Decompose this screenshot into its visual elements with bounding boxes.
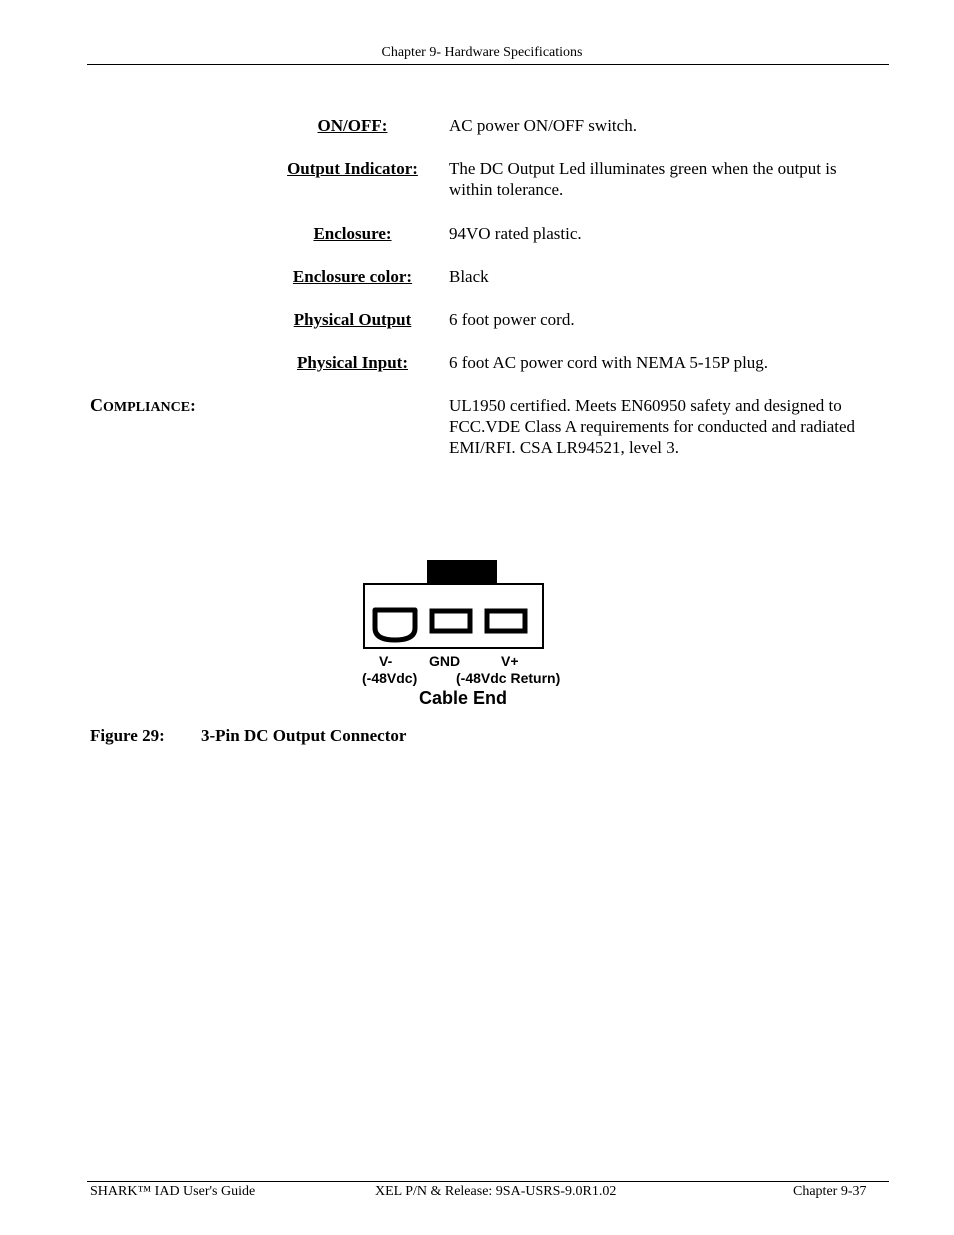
diagram-title: Cable End bbox=[419, 688, 508, 708]
spec-value: 94VO rated plastic. bbox=[449, 224, 582, 243]
footer-left: SHARK™ IAD User's Guide bbox=[90, 1184, 256, 1199]
pin-gnd-label: GND bbox=[429, 653, 461, 669]
spec-label: ON/OFF: bbox=[317, 116, 388, 135]
spec-value: AC power ON/OFF switch. bbox=[449, 116, 637, 135]
compliance-heading-rest: OMPLIANCE bbox=[103, 400, 191, 415]
spec-value: 6 foot power cord. bbox=[449, 310, 575, 329]
spec-label: Output Indicator: bbox=[287, 159, 418, 178]
compliance-heading-initial: C bbox=[90, 395, 103, 415]
pin-vplus-desc: (-48Vdc Return) bbox=[456, 670, 561, 686]
compliance-value: UL1950 certified. Meets EN60950 safety and designed to FCC.VDE Class A requirements for conducted and radiated EMI/RFI. CSA LR94521, level 3. bbox=[449, 396, 856, 457]
pin-vplus-label: V+ bbox=[501, 653, 519, 669]
footer-rule bbox=[87, 1181, 889, 1182]
compliance-heading-colon: : bbox=[190, 396, 196, 415]
header-rule bbox=[87, 64, 889, 65]
pin-vminus-shape bbox=[375, 610, 415, 640]
connector-drawing bbox=[355, 558, 585, 658]
footer-right: Chapter 9-37 bbox=[793, 1184, 867, 1199]
spec-value: 6 foot AC power cord with NEMA 5-15P plug. bbox=[449, 353, 769, 372]
connector-latch bbox=[427, 560, 497, 584]
pin-gnd-shape bbox=[432, 611, 470, 631]
pin-vminus-label: V- bbox=[379, 653, 393, 669]
spec-label: Physical Input: bbox=[297, 353, 408, 372]
compliance-heading bbox=[90, 395, 196, 418]
footer-center: XEL P/N & Release: 9SA-USRS-9.0R1.02 bbox=[375, 1184, 617, 1199]
figure-caption bbox=[90, 726, 406, 746]
pin-vplus-shape bbox=[487, 611, 525, 631]
spec-value: The DC Output Led illuminates green when the output is within tolerance. bbox=[449, 159, 837, 199]
spec-value: Black bbox=[449, 267, 489, 286]
figure-title: 3-Pin DC Output Connector bbox=[201, 726, 407, 745]
spec-label: Enclosure color: bbox=[292, 267, 413, 286]
pin-vminus-desc: (-48Vdc) bbox=[362, 670, 418, 686]
page-header-title: Chapter 9- Hardware Specifications bbox=[381, 45, 583, 60]
spec-label: Physical Output bbox=[293, 310, 412, 329]
connector-diagram bbox=[355, 558, 585, 718]
figure-number: Figure 29: bbox=[90, 726, 165, 745]
spec-label: Enclosure: bbox=[313, 224, 392, 243]
